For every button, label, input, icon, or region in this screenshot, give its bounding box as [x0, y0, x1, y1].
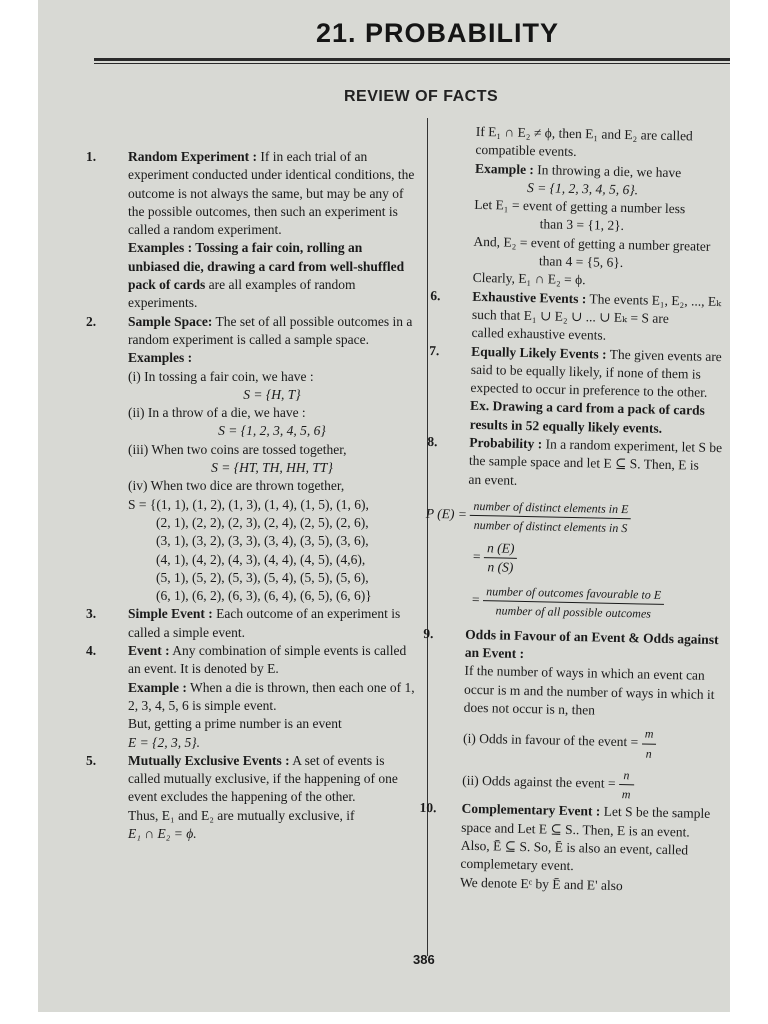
examples-label: Examples :: [128, 350, 193, 366]
item-heading: Equally Likely Events :: [471, 343, 607, 362]
title-rule-thick: [94, 58, 730, 61]
item-number: 4.: [86, 643, 97, 659]
item-body: the sample space and let E ⊆ S. Then, E is: [468, 453, 700, 473]
dice-row: S = {(1, 1), (1, 2), (1, 3), (1, 4), (1, 5), (1, 6),: [128, 496, 369, 512]
example-set: S = {1, 2, 3, 4, 5, 6}.: [526, 179, 639, 198]
item-number: 10.: [419, 800, 437, 816]
odds-against: (ii) Odds against the event = $\frac{n}{m}$: [462, 763, 721, 806]
item-number: 7.: [429, 342, 440, 358]
clearly-text: Clearly, E₁ ∩ E₂ = ϕ.: [472, 270, 586, 288]
mutually-exclusive-condition: E₁ ∩ E₂ = ϕ.: [128, 825, 197, 841]
item-heading: Random Experiment :: [128, 149, 257, 164]
formula-lhs: P (E) =: [425, 505, 468, 522]
item-body: If in each trial of an experiment conducted under identical conditions, the outcome is not always the same, but may be any of the possible outcomes, then such an experiment is called a random experiment.: [128, 149, 415, 238]
item-number: 8.: [427, 433, 438, 450]
item-body: Any combination of simple events is called an event. It is denoted by E.: [128, 643, 407, 677]
dice-row: (3, 1), (3, 2), (3, 3), (3, 4), (3, 5), (3, 6),: [156, 533, 369, 549]
prime-event-set: E = {2, 3, 5}.: [128, 734, 201, 750]
item-body: The given events are: [609, 346, 722, 364]
fact-equally-likely: [427, 342, 729, 440]
item-number: 9.: [423, 625, 434, 641]
formula-fraction-3: $\frac{\text{number of outcomes favourable to E}}{\text{number of all possible outcomes}}$: [483, 582, 665, 623]
item-body: said to be equally likely, if none of them is expected to occur in preference to the other.: [470, 361, 708, 400]
examples-tail: are all examples of random experiments.: [128, 277, 356, 311]
right-column: [418, 122, 730, 897]
item-number: 3.: [86, 606, 97, 622]
item-heading: Exhaustive Events :: [472, 288, 587, 306]
example-body: When a die is thrown, then each one of 1, 2, 3, 4, 5, 6 is simple event.: [128, 679, 415, 713]
item-heading: Sample Space:: [128, 313, 213, 329]
event-e2: And, E₂ = event of getting a number greater: [473, 233, 711, 254]
dice-row: (6, 1), (6, 2), (6, 3), (6, 4), (6, 5), (6, 6)}: [156, 588, 372, 604]
formula-fraction-2: $\frac{n (E)}{n (S)}$: [483, 539, 517, 577]
fact-event: [86, 642, 416, 752]
fact-complementary-event: [418, 799, 720, 897]
section-title: REVIEW OF FACTS: [344, 88, 499, 105]
item-body: called exhaustive events.: [471, 325, 607, 343]
fact-exhaustive-events: [429, 287, 730, 348]
example-body: In throwing a die, we have: [537, 161, 682, 180]
item-body: Each outcome of an experiment is called a simple event.: [128, 606, 401, 640]
example-ii-set: S = {1, 2, 3, 4, 5, 6}: [218, 423, 326, 439]
item-body: an event.: [468, 471, 518, 488]
fact-random-experiment: [86, 148, 416, 313]
examples-text: Examples : Tossing a fair coin, rolling an unbiased die, drawing a card from well-shuffled pack of cards: [128, 240, 405, 293]
item-body: In a random experiment, let S be: [545, 436, 723, 456]
item-heading: Event :: [128, 643, 170, 659]
item-heading: Simple Event :: [128, 606, 213, 622]
item-body: space and Let E ⊆ S.. Then, E is an event.: [461, 819, 690, 840]
example-i: (i) In tossing a fair coin, we have :: [128, 368, 314, 384]
mutually-exclusive-condition-text: Thus, E₁ and E₂ are mutually exclusive, if: [128, 807, 355, 823]
book-page: [38, 0, 730, 1012]
dice-row: (5, 1), (5, 2), (5, 3), (5, 4), (5, 5), (5, 6),: [156, 569, 369, 585]
example-iii: (iii) When two coins are tossed together,: [128, 441, 347, 457]
example-text: Ex. Drawing a card from a pack of cards results in 52 equally likely events.: [469, 398, 706, 436]
event-e1: Let E₁ = event of getting a number less: [474, 197, 686, 217]
fact-simple-event: [86, 605, 416, 642]
item-body: We denote Eᶜ by Ē and E' also: [459, 874, 623, 893]
probability-formula: [425, 496, 726, 540]
compatible-line-2: compatible events.: [475, 142, 577, 160]
item-number: 2.: [86, 313, 97, 329]
item-number: 5.: [86, 752, 97, 768]
title-rule-thin: [94, 63, 730, 64]
example-iv: (iv) When two dice are thrown together,: [128, 478, 345, 494]
item-body: The set of all possible outcomes in a random experiment is called a sample space.: [128, 313, 413, 347]
example-i-set: S = {H, T}: [243, 386, 301, 402]
fact-mutually-exclusive: [86, 752, 416, 843]
item-body: If the number of ways in which an event can occur is m and the number of ways in which it does not occur is n, then: [463, 663, 715, 718]
item-body: Let S be the sample: [603, 804, 711, 822]
item-body: Also, Ē ⊆ S. So, Ē is also an event, called: [460, 837, 689, 858]
dice-row: (4, 1), (4, 2), (4, 3), (4, 4), (4, 5), (4,6),: [156, 551, 366, 567]
formula-fraction-1: $\frac{\text{number of distinct elements in E}}{\text{number of distinct elements in S}}$: [470, 497, 632, 538]
example-heading: Example :: [474, 160, 535, 177]
item-body: such that E₁ ∪ E₂ ∪ ... ∪ Eₖ = S are: [471, 306, 669, 326]
example-heading: Example :: [128, 679, 187, 695]
fact-odds: [420, 625, 724, 806]
item-heading: Odds in Favour of an Event & Odds against an Event :: [464, 626, 719, 662]
fact-probability: [426, 433, 727, 494]
event-e1-set: than 3 = {1, 2}.: [539, 216, 625, 234]
prime-event-text: But, getting a prime number is an event: [128, 716, 342, 732]
example-ii: (ii) In a throw of a die, we have :: [128, 405, 306, 421]
item-number: 6.: [430, 287, 441, 303]
item-body: A set of events is called mutually exclusive, if the happening of one event excludes the happening of the other.: [128, 752, 398, 805]
dice-row: (2, 1), (2, 2), (2, 3), (2, 4), (2, 5), (2, 6),: [156, 514, 369, 530]
compatible-line-1: If E₁ ∩ E₂ ≠ ϕ, then E₁ and E₂ are called: [475, 123, 693, 144]
odds-favour: (i) Odds in favour of the event = $\frac{m}{n}$: [463, 721, 722, 764]
item-body: complemetary event.: [460, 856, 574, 874]
chapter-title: 21. PROBABILITY: [316, 18, 560, 48]
fact-sample-space: [86, 313, 416, 606]
formula-line-2: = $\frac{n (E)}{n (S)}$: [425, 537, 726, 581]
formula-line-3: = $\frac{\text{number of outcomes favourable to E}}{\text{number of all possible outcomes}}$: [424, 581, 725, 625]
page-number: 386: [413, 952, 435, 967]
item-heading: Complementary Event :: [461, 801, 601, 820]
item-heading: Probability :: [469, 434, 543, 452]
item-heading: Mutually Exclusive Events :: [128, 752, 290, 768]
example-iii-set: S = {HT, TH, HH, TT}: [211, 460, 333, 476]
item-body: The events E₁, E₂, ..., Eₖ: [589, 290, 722, 309]
left-column: [86, 148, 416, 843]
item-number: 1.: [86, 149, 97, 164]
event-e2-set: than 4 = {5, 6}.: [538, 253, 624, 271]
